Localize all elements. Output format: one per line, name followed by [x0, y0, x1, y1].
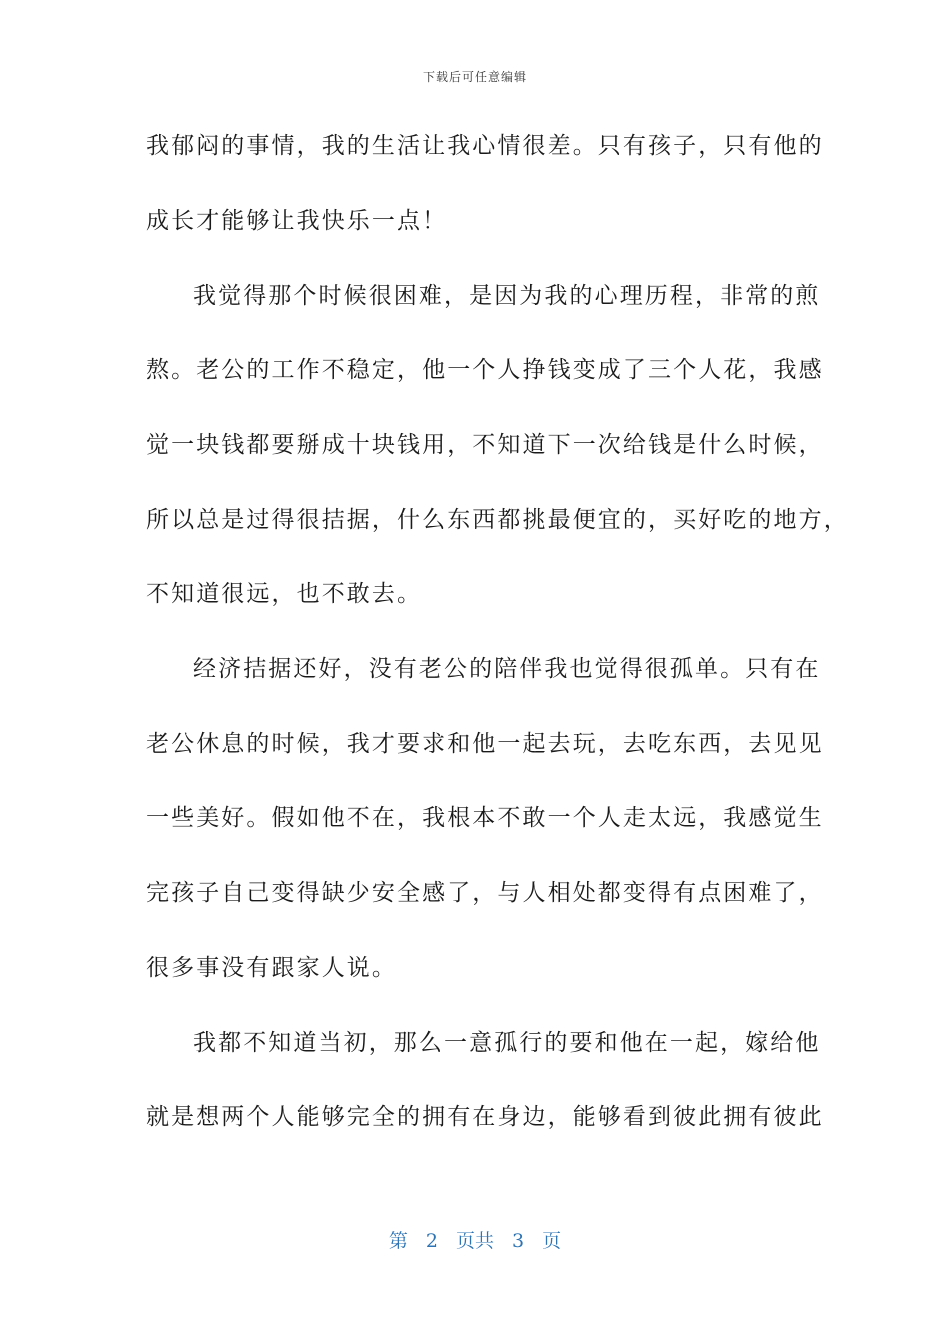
text-line: 完孩子自己变得缺少安全感了，与人相处都变得有点困难了， [146, 880, 824, 906]
page-footer [0, 1226, 950, 1253]
page-label-middle: 页共 [455, 1230, 494, 1252]
page-header: 下载后可任意编辑 [422, 70, 527, 84]
text-line: 所以总是过得很拮据，什么东西都挑最便宜的，买好吃的地方， [146, 507, 849, 533]
text-line: 我都不知道当初，那么一意孤行的要和他在一起，嫁给他 [193, 1030, 821, 1056]
text-line: 经济拮据还好，没有老公的陪伴我也觉得很孤单。只有在 [193, 656, 821, 682]
text-line: 熬。老公的工作不稳定，他一个人挣钱变成了三个人花，我感 [146, 357, 824, 383]
total-pages-number: 3 [512, 1230, 525, 1252]
text-line: 老公休息的时候，我才要求和他一起去玩，去吃东西，去见见 [146, 731, 824, 757]
text-line: 不知道很远，也不敢去。 [146, 581, 423, 607]
page-label-prefix: 第 [388, 1230, 408, 1252]
current-page-number: 2 [425, 1230, 438, 1252]
text-line: 一些美好。假如他不在，我根本不敢一个人走太远，我感觉生 [146, 805, 824, 831]
text-line: 我郁闷的事情，我的生活让我心情很差。只有孩子，只有他的 [146, 133, 824, 159]
text-line: 成长才能够让我快乐一点！ [146, 208, 448, 234]
page-label-suffix: 页 [542, 1230, 562, 1252]
text-line: 很多事没有跟家人说。 [146, 955, 397, 981]
text-line: 我觉得那个时候很困难，是因为我的心理历程，非常的煎 [193, 283, 821, 309]
text-line: 就是想两个人能够完全的拥有在身边，能够看到彼此拥有彼此 [146, 1104, 824, 1130]
text-line: 觉一块钱都要掰成十块钱用，不知道下一次给钱是什么时候， [146, 432, 824, 458]
